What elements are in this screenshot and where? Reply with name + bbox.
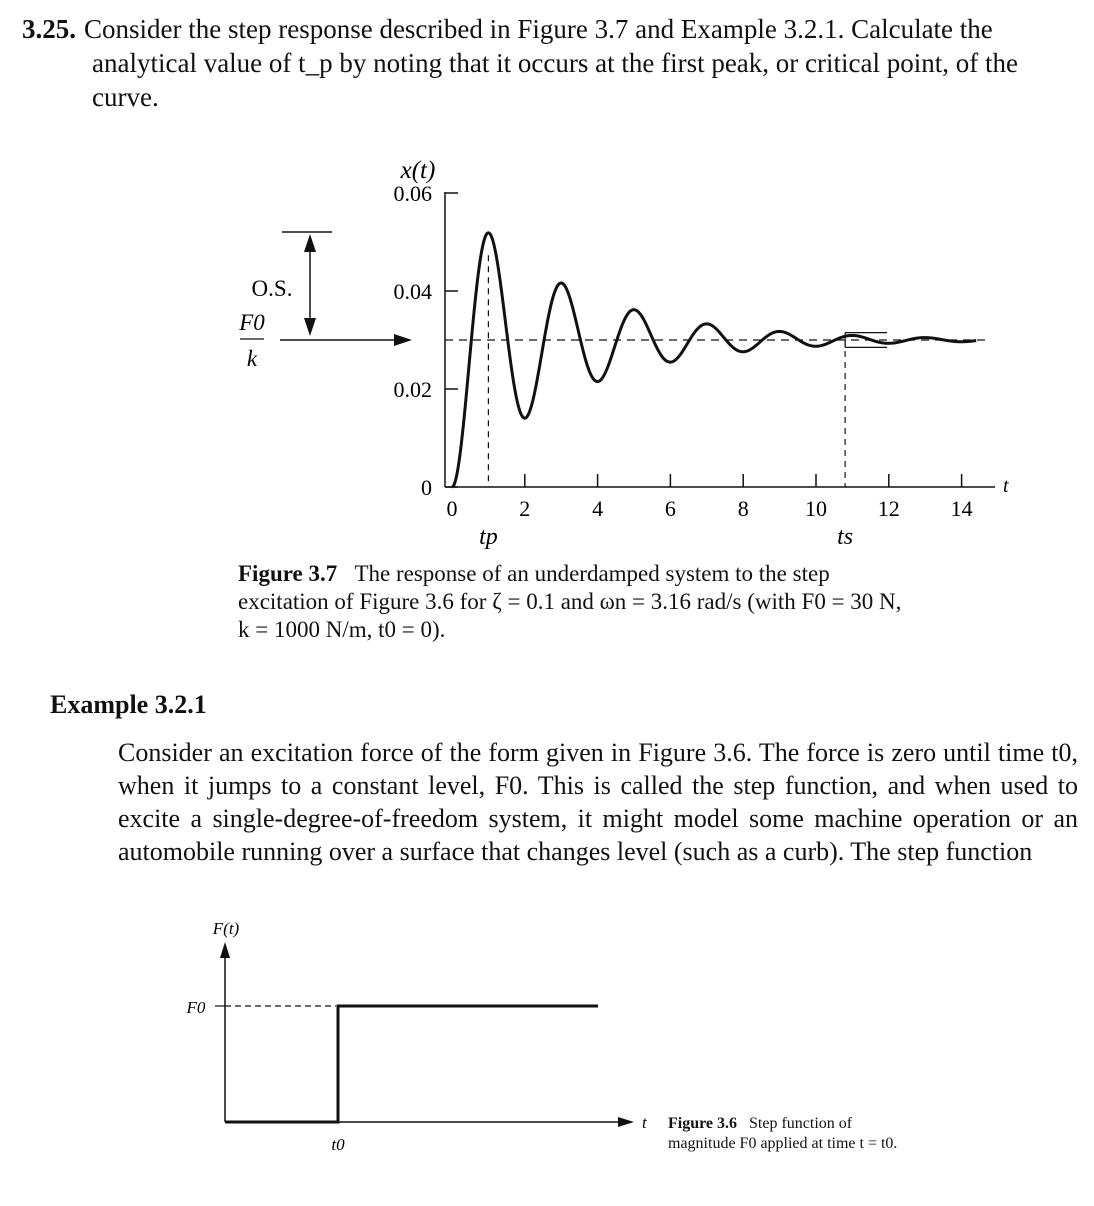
x-tick-label: 12 (877, 496, 900, 521)
t0-label: t0 (331, 1135, 345, 1154)
f0-over-k-denominator: k (246, 346, 258, 371)
tp-label: tp (479, 524, 498, 550)
x-ticks (447, 474, 973, 521)
y-tick-label: 0.02 (393, 377, 432, 402)
ts-label: ts (837, 524, 854, 550)
y-axis-label: x(t) (400, 157, 436, 184)
os-arrow-down-icon (304, 318, 316, 336)
figure-3-7-caption-line-2: excitation of Figure 3.6 for ζ = 0.1 and ωn = 3.16 rad/s (with F0 = 30 N, (238, 589, 902, 614)
x-tick-label: 10 (805, 496, 827, 521)
f-axis-label: F(t) (212, 919, 240, 938)
problem-line-2: analytical value of t_p by noting that it occurs at the first peak, or critical point, of the (92, 48, 1018, 78)
problem-line-3: curve. (92, 82, 159, 112)
x-tick-label: 8 (737, 496, 749, 521)
f0-over-k-arrow-icon (394, 334, 412, 346)
figure-3-7-plot (238, 157, 1009, 550)
f0-label: F0 (186, 998, 206, 1017)
y-tick-label: 0.04 (393, 279, 432, 304)
x-tick-label: 6 (664, 496, 676, 521)
x-tick-label: 0 (446, 496, 458, 521)
x-tick-label: 4 (592, 496, 604, 521)
problem-line-1: Consider the step response described in Figure 3.7 and Example 3.2.1. Calculate the (84, 14, 993, 44)
t-axis-label: t (1003, 475, 1009, 497)
y-tick-label: 0 (421, 475, 432, 500)
os-label: O.S. (251, 276, 293, 301)
example-title: Example 3.2.1 (50, 690, 207, 719)
step-function-line (225, 1006, 598, 1122)
problem-number: 3.25. (22, 14, 76, 44)
figure-3-6-caption-line-1: Step function of (749, 1115, 853, 1132)
f-axis-arrow-icon (220, 942, 230, 958)
figure-3-6-plot (186, 919, 648, 1154)
figure-3-7-caption (238, 560, 998, 644)
figure-3-6-caption-line-2: magnitude F0 applied at time t = t0. (668, 1135, 898, 1152)
figure-3-7-caption-line-3: k = 1000 N/m, t0 = 0). (238, 617, 446, 642)
response-curve (452, 233, 976, 487)
fig36-t-axis-label: t (642, 1113, 647, 1132)
y-tick-label: 0.06 (393, 181, 432, 206)
x-tick-label: 2 (519, 496, 531, 521)
time-axis-arrow-icon (618, 1117, 634, 1127)
figure-3-6-caption-title: Figure 3.6 (668, 1115, 738, 1132)
x-tick-label: 14 (950, 496, 973, 521)
os-arrow-up-icon (304, 234, 316, 252)
figure-3-7-caption-line-1: The response of an underdamped system to the step (354, 561, 830, 586)
example-text: Consider an excitation force of the form given in Figure 3.6. The force is zero until time t0, when it jumps to a constant level, F0. This is called the step function, and when used to excite a single-degree-of-freedom system, it might model some machine operation or an automobile running over a surface that changes level (such as a curb). The step function (118, 738, 1078, 866)
figure-3-6-caption (668, 1114, 968, 1154)
f0-over-k-numerator: F0 (239, 310, 265, 335)
figure-3-7-caption-title: Figure 3.7 (238, 561, 338, 586)
